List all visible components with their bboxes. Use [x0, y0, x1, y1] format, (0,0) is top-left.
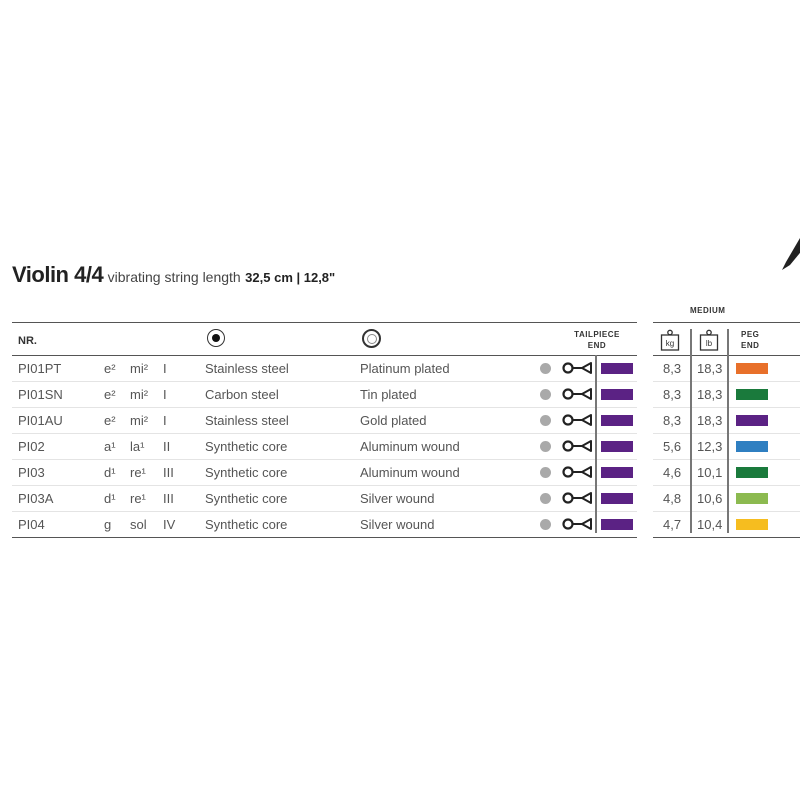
table-row [12, 433, 637, 459]
tailpiece-color-swatch [601, 363, 633, 374]
note-name: e² [104, 413, 116, 428]
header-peg-end [741, 329, 759, 351]
ball-dot-icon [540, 415, 551, 426]
table-body [12, 356, 637, 537]
table-row [12, 511, 637, 537]
ball-end-icon [562, 439, 596, 456]
ball-dot-icon [540, 389, 551, 400]
string-roman: III [163, 465, 174, 480]
core-material: Carbon steel [205, 387, 279, 402]
core-material: Synthetic core [205, 465, 288, 480]
note-solfege: la¹ [130, 439, 145, 454]
tailpiece-color-swatch [601, 441, 633, 452]
ball-end-icon [562, 517, 596, 534]
string-roman: II [163, 439, 171, 454]
winding-material: Aluminum wound [360, 465, 460, 480]
item-number: PI01SN [18, 387, 63, 402]
item-number: PI04 [18, 517, 45, 532]
note-solfege: mi² [130, 361, 149, 376]
ball-dot-icon [540, 519, 551, 530]
ball-dot-icon [540, 467, 551, 478]
core-material: Synthetic core [205, 491, 288, 506]
tailpiece-color-swatch [601, 467, 633, 478]
note-name: a¹ [104, 439, 116, 454]
peg-color-swatch [736, 441, 768, 452]
table-row [12, 381, 637, 407]
title-subtitle: vibrating string length [107, 269, 241, 285]
string-roman: I [163, 361, 167, 376]
table-row [12, 407, 637, 433]
note-name: d¹ [104, 491, 116, 506]
peg-color-swatch [736, 493, 768, 504]
winding-material: Aluminum wound [360, 439, 460, 454]
note-solfege: sol [130, 517, 147, 532]
peg-color-swatch [736, 519, 768, 530]
peg-color-swatch [736, 389, 768, 400]
item-number: PI01AU [18, 413, 63, 428]
page-title [12, 262, 335, 288]
tailpiece-color-swatch [601, 389, 633, 400]
tension-kg: 4,6 [663, 465, 682, 480]
tailpiece-color-swatch [601, 415, 633, 426]
core-material: Stainless steel [205, 361, 289, 376]
note-solfege: mi² [130, 387, 149, 402]
tension-table [653, 322, 800, 538]
winding-material: Silver wound [360, 491, 435, 506]
header-nr: NR. [18, 335, 37, 347]
kg-weight-icon [660, 329, 680, 351]
header-tailpiece-line1: TAILPIECE [574, 330, 620, 339]
ball-dot-icon [540, 493, 551, 504]
winding-symbol-icon [362, 329, 381, 348]
tension-lb: 10,6 [697, 491, 723, 506]
tension-kg: 4,8 [663, 491, 682, 506]
ball-end-icon [562, 413, 596, 430]
core-material: Synthetic core [205, 439, 288, 454]
item-number: PI01PT [18, 361, 62, 376]
header-tailpiece-line2: END [587, 341, 607, 350]
winding-material: Tin plated [360, 387, 417, 402]
note-solfege: re¹ [130, 491, 146, 506]
tension-kg: 8,3 [663, 413, 682, 428]
string-roman: IV [163, 517, 176, 532]
ball-end-icon [562, 361, 596, 378]
note-solfege: mi² [130, 413, 149, 428]
string-roman: III [163, 491, 174, 506]
tailpiece-color-swatch [601, 519, 633, 530]
tailpiece-color-swatch [601, 493, 633, 504]
ball-dot-icon [540, 363, 551, 374]
ball-dot-icon [540, 441, 551, 452]
note-name: e² [104, 387, 116, 402]
peg-color-swatch [736, 467, 768, 478]
note-solfege: re¹ [130, 465, 146, 480]
header-peg-line2: END [741, 341, 760, 350]
tension-kg: 5,6 [663, 439, 682, 454]
kg-label: kg [665, 339, 675, 348]
note-name: d¹ [104, 465, 116, 480]
table-header [12, 323, 637, 356]
title-main: Violin 4/4 [12, 262, 104, 287]
tension-lb: 18,3 [697, 413, 723, 428]
item-number: PI03A [18, 491, 54, 506]
tension-kg: 8,3 [663, 387, 682, 402]
core-material: Stainless steel [205, 413, 289, 428]
peg-color-swatch [736, 363, 768, 374]
core-material: Synthetic core [205, 517, 288, 532]
table-row [12, 459, 637, 485]
core-symbol-icon [207, 329, 225, 347]
table-row [12, 356, 637, 381]
table-row [12, 485, 637, 511]
ball-end-icon [562, 387, 596, 404]
winding-material: Gold plated [360, 413, 427, 428]
tension-kg: 8,3 [663, 361, 682, 376]
lb-weight-icon [699, 329, 719, 351]
winding-material: Platinum plated [360, 361, 450, 376]
brand-logo-icon [780, 238, 800, 272]
string-roman: I [163, 387, 167, 402]
header-medium: MEDIUM [690, 306, 726, 315]
item-number: PI03 [18, 465, 45, 480]
tension-lb: 10,1 [697, 465, 723, 480]
item-number: PI02 [18, 439, 45, 454]
tension-lb: 18,3 [697, 387, 723, 402]
tension-kg: 4,7 [663, 517, 682, 532]
lb-label: lb [705, 339, 713, 348]
header-tailpiece-end [562, 329, 632, 351]
tension-lb: 10,4 [697, 517, 723, 532]
ball-end-icon [562, 491, 596, 508]
ball-end-icon [562, 465, 596, 482]
tension-lb: 12,3 [697, 439, 723, 454]
note-name: e² [104, 361, 116, 376]
winding-material: Silver wound [360, 517, 435, 532]
title-length: 32,5 cm | 12,8" [245, 270, 336, 285]
note-name: g [104, 517, 112, 532]
header-peg-line1: PEG [741, 330, 760, 339]
tension-lb: 18,3 [697, 361, 723, 376]
string-roman: I [163, 413, 167, 428]
string-table [12, 322, 637, 538]
peg-color-swatch [736, 415, 768, 426]
